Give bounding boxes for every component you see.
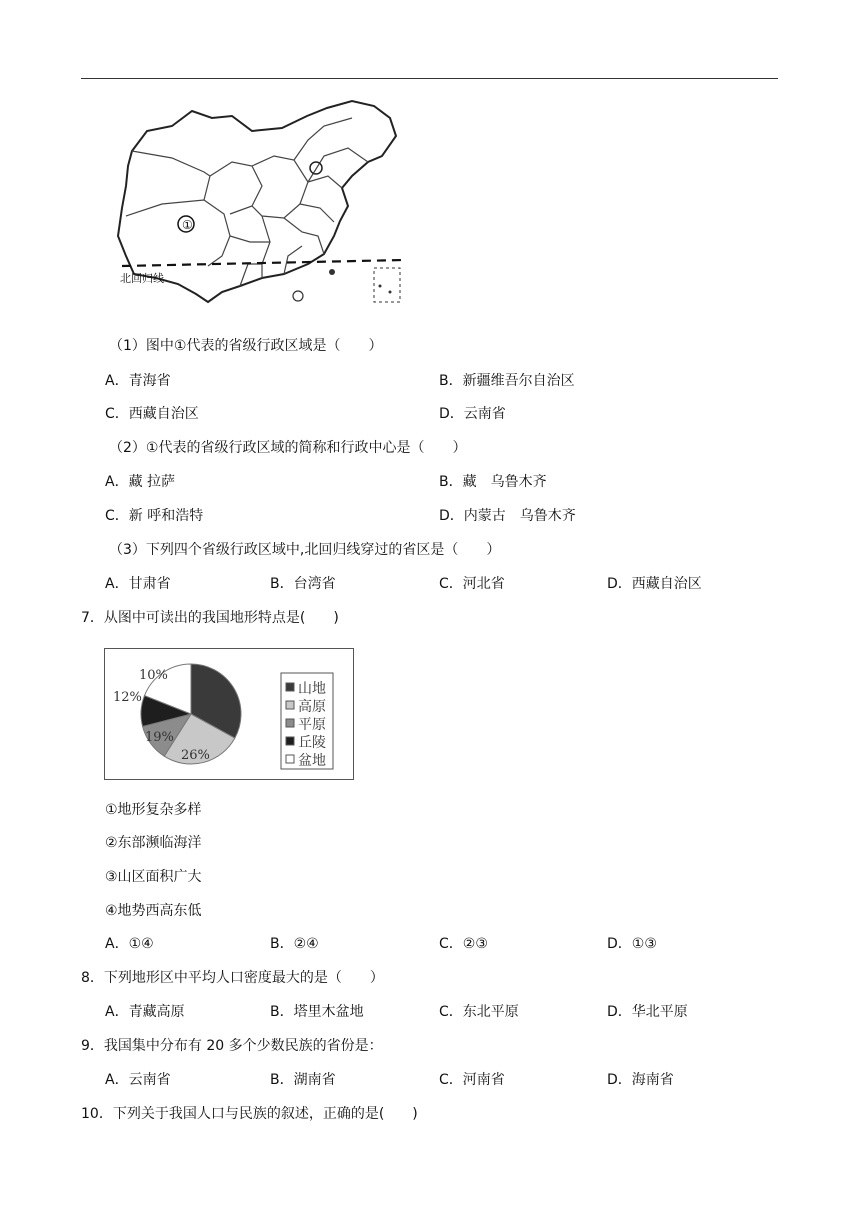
header-rule — [81, 78, 778, 79]
province-border — [308, 148, 368, 182]
q7-option-b[interactable]: B．②④ — [270, 936, 319, 952]
q9-option-d[interactable]: D．海南省 — [607, 1072, 674, 1088]
legend-label-2: 平原 — [298, 717, 326, 733]
province-border — [294, 118, 352, 160]
legend-swatch-3 — [286, 737, 294, 745]
pie-label-3: 10% — [139, 668, 168, 683]
q7-statement-2: ②东部濒临海洋 — [105, 835, 202, 851]
china-province-map — [112, 96, 412, 316]
q6-2-option-b[interactable]: B．藏 乌鲁木齐 — [439, 474, 547, 490]
province-border — [126, 200, 230, 266]
province-border — [284, 218, 324, 254]
legend-swatch-0 — [286, 683, 294, 691]
q9-option-a[interactable]: A．云南省 — [105, 1072, 171, 1088]
q6-1-option-c[interactable]: C．西藏自治区 — [105, 406, 199, 422]
q8-option-c[interactable]: C．东北平原 — [439, 1004, 519, 1020]
q8-option-d[interactable]: D．华北平原 — [607, 1004, 688, 1020]
q6-1-option-b[interactable]: B．新疆维吾尔自治区 — [439, 373, 575, 389]
q6-3-stem: （3）下列四个省级行政区域中,北回归线穿过的省区是（ ） — [109, 542, 501, 558]
q9-option-b[interactable]: B．湖南省 — [270, 1072, 336, 1088]
legend-swatch-4 — [286, 755, 294, 763]
q6-1-option-a[interactable]: A．青海省 — [105, 373, 171, 389]
legend-swatch-1 — [286, 701, 294, 709]
q7-option-d[interactable]: D．①③ — [607, 936, 657, 952]
tropic-label: 北回归线 — [120, 272, 164, 285]
pie-label-2: 12% — [113, 690, 142, 705]
q10-stem: 10．下列关于我国人口与民族的叙述，正确的是( ) — [81, 1106, 418, 1122]
q9-option-c[interactable]: C．河南省 — [439, 1072, 505, 1088]
q7-statement-3: ③山区面积广大 — [105, 869, 202, 885]
region-marker-1: ① — [182, 218, 193, 232]
q8-option-a[interactable]: A．青藏高原 — [105, 1004, 185, 1020]
q6-2-option-a[interactable]: A．藏 拉萨 — [105, 474, 176, 490]
q6-1-stem: （1）图中①代表的省级行政区域是（ ） — [109, 338, 383, 354]
q6-3-option-a[interactable]: A．甘肃省 — [105, 576, 171, 592]
pie-chart-svg — [105, 649, 353, 779]
q7-stem: 7．从图中可读出的我国地形特点是( ) — [81, 610, 339, 626]
q6-3-option-d[interactable]: D．西藏自治区 — [607, 576, 702, 592]
province-border — [132, 151, 210, 176]
legend-label-3: 丘陵 — [298, 735, 326, 751]
q7-option-a[interactable]: A．①④ — [105, 936, 154, 952]
legend-label-4: 盆地 — [298, 753, 326, 769]
legend-label-1: 高原 — [298, 699, 326, 715]
q6-2-option-d[interactable]: D．内蒙古 乌鲁木齐 — [439, 508, 576, 524]
province-border — [230, 236, 270, 242]
q6-3-option-b[interactable]: B．台湾省 — [270, 576, 336, 592]
q8-stem: 8．下列地形区中平均人口密度最大的是（ ） — [81, 970, 384, 986]
q8-option-b[interactable]: B．塔里木盆地 — [270, 1004, 364, 1020]
province-border — [300, 204, 334, 222]
province-border — [252, 156, 308, 218]
q7-statement-1: ①地形复杂多样 — [105, 802, 202, 818]
terrain-pie-chart — [104, 648, 354, 780]
q6-3-option-c[interactable]: C．河北省 — [439, 576, 505, 592]
q6-2-option-c[interactable]: C．新 呼和浩特 — [105, 508, 204, 524]
province-border — [262, 216, 270, 278]
pie-label-1: 26% — [181, 748, 210, 763]
q9-stem: 9．我国集中分布有 20 多个少数民族的省份是： — [81, 1038, 383, 1054]
q7-statement-4: ④地势西高东低 — [105, 903, 202, 919]
province-border — [308, 176, 342, 188]
legend-swatch-2 — [286, 719, 294, 727]
q7-option-c[interactable]: C．②③ — [439, 936, 488, 952]
q6-2-stem: （2）①代表的省级行政区域的简称和行政中心是（ ） — [109, 440, 467, 456]
legend-label-0: 山地 — [298, 681, 326, 697]
q6-1-option-d[interactable]: D．云南省 — [439, 406, 506, 422]
pie-label-4: 19% — [145, 730, 174, 745]
